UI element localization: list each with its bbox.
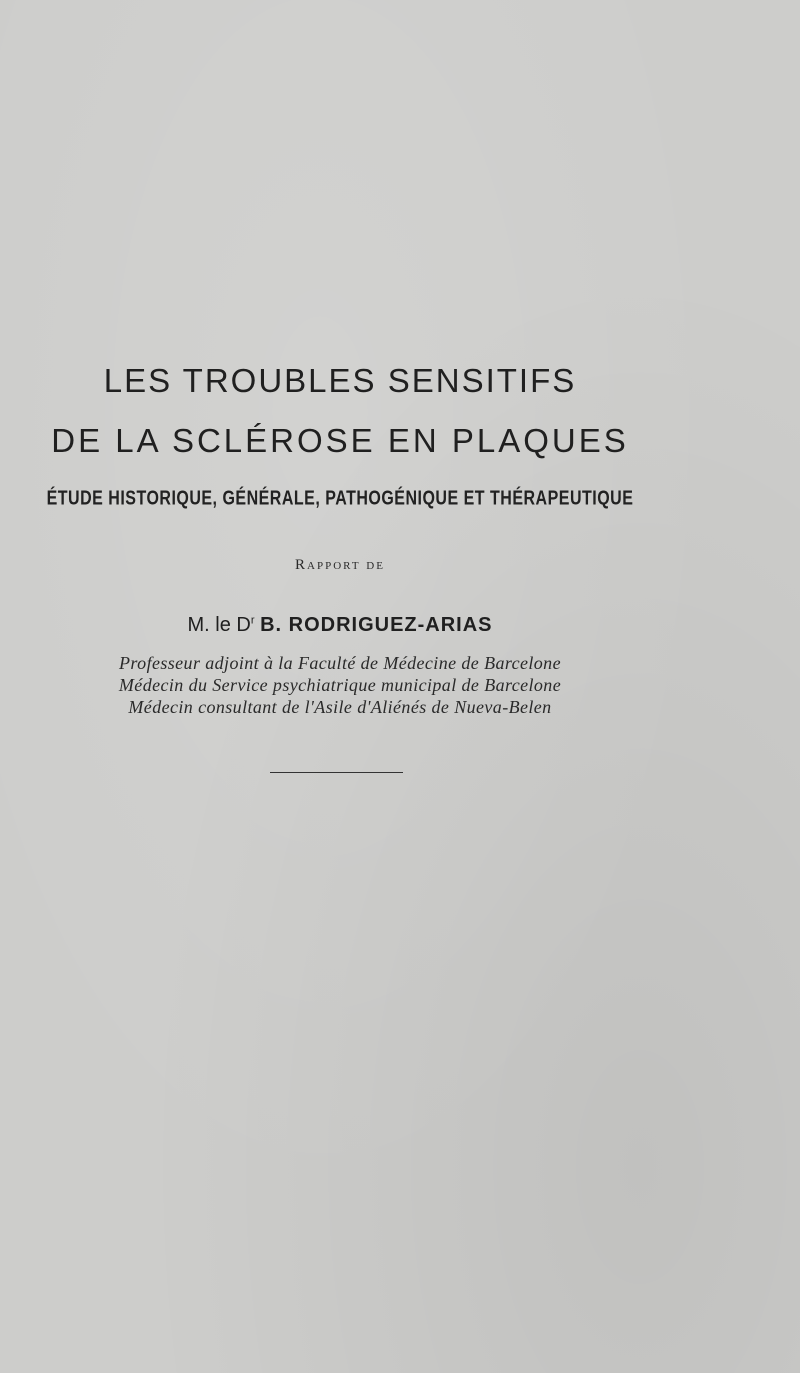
author-prefix: M. le D — [187, 614, 251, 636]
subtitle: ÉTUDE HISTORIQUE, GÉNÉRALE, PATHOGÉNIQUE ET THÉRAPEUTIQUE — [46, 488, 634, 510]
affiliation-1: Professeur adjoint à la Faculté de Médecine de Barcelone — [119, 653, 561, 673]
title-line-2: DE LA SCLÉROSE EN PLAQUES — [51, 422, 629, 459]
divider-rule — [270, 772, 403, 773]
title-line-1: LES TROUBLES SENSITIFS — [103, 362, 577, 399]
report-label: Rapport de — [295, 557, 385, 573]
author-name: B. RODRIGUEZ-ARIAS — [260, 614, 493, 636]
affiliation-3: Médecin consultant de l'Asile d'Aliénés de Nueva-Belen — [128, 697, 552, 717]
author-title-superscript: r — [250, 614, 255, 627]
author-line — [0, 614, 740, 637]
affiliation-2: Médecin du Service psychiatrique municipal de Barcelone — [118, 675, 562, 695]
